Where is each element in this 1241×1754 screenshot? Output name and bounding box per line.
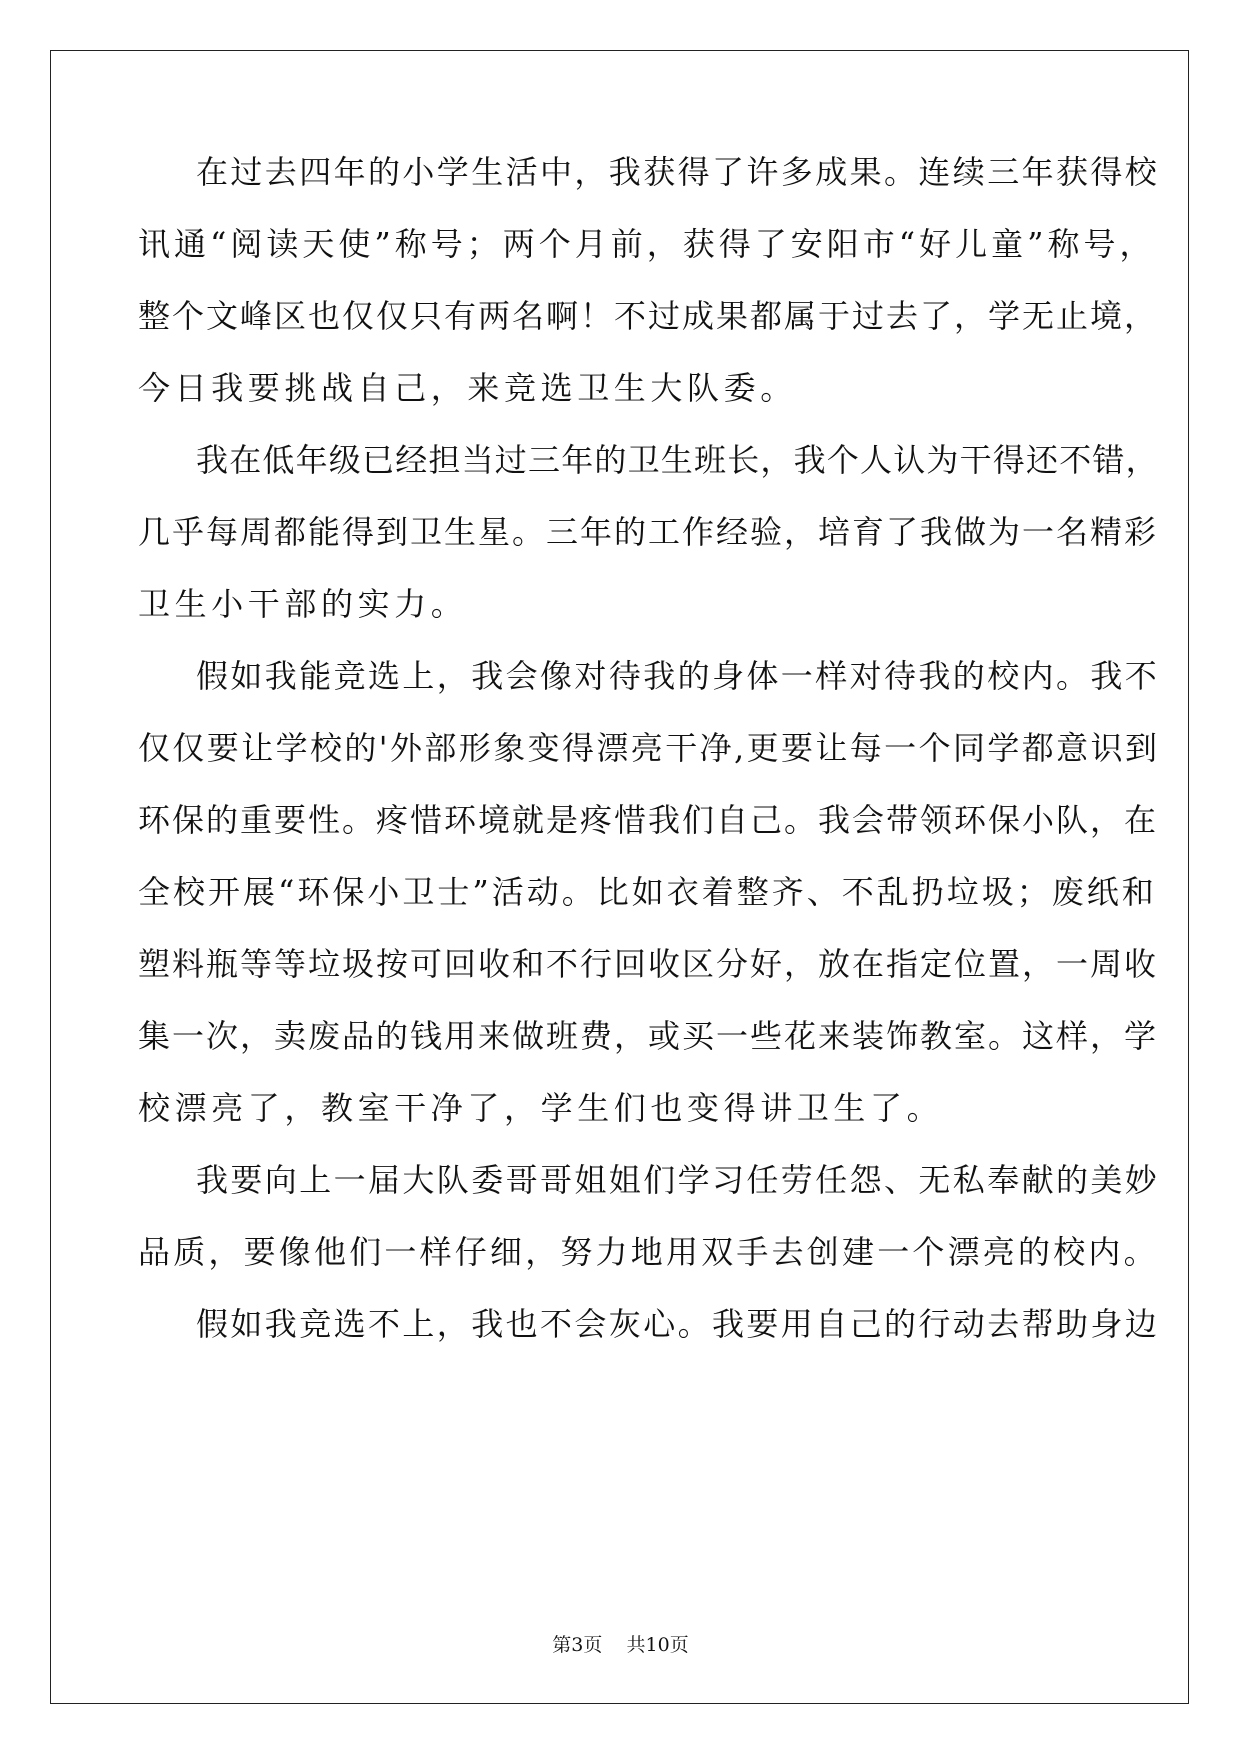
text-line: 集一次，卖废品的钱用来做班费，或买一些花来装饰教室。这样，学 bbox=[138, 1017, 1159, 1055]
page-number: 第3页 共10页 bbox=[552, 1634, 689, 1656]
text-line: 校漂亮了，教室干净了，学生们也变得讲卫生了。 bbox=[138, 1089, 944, 1127]
text-line: 品质，要像他们一样仔细，努力地用双手去创建一个漂亮的校内。 bbox=[138, 1233, 1159, 1271]
text-line: 今日我要挑战自己，来竞选卫生大队委。 bbox=[138, 369, 797, 407]
text-line: 全校开展“环保小卫士”活动。比如衣着整齐、不乱扔垃圾；废纸和 bbox=[138, 873, 1157, 911]
text-line: 环保的重要性。疼惜环境就是疼惜我们自己。我会带领环保小队，在 bbox=[138, 801, 1159, 839]
text-line: 卫生小干部的实力。 bbox=[138, 585, 468, 623]
text-line: 几乎每周都能得到卫生星。三年的工作经验，培育了我做为一名精彩 bbox=[138, 513, 1159, 551]
text-line: 仅仅要让学校的'外部形象变得漂亮干净,更要让每一个同学都意识到 bbox=[138, 729, 1160, 767]
text-line: 塑料瓶等等垃圾按可回收和不行回收区分好，放在指定位置，一周收 bbox=[138, 945, 1159, 983]
text-line: 假如我竞选不上，我也不会灰心。我要用自己的行动去帮助身边 bbox=[196, 1305, 1160, 1343]
text-line: 讯通“阅读天使”称号；两个月前，获得了安阳市“好儿童”称号， bbox=[138, 225, 1156, 263]
text-line: 整个文峰区也仅仅只有两名啊！不过成果都属于过去了，学无止境， bbox=[138, 297, 1159, 335]
text-line: 假如我能竞选上，我会像对待我的身体一样对待我的校内。我不 bbox=[196, 657, 1160, 695]
text-line: 我要向上一届大队委哥哥姐姐们学习任劳任怨、无私奉献的美妙 bbox=[196, 1161, 1160, 1199]
text-line: 在过去四年的小学生活中，我获得了许多成果。连续三年获得校 bbox=[196, 153, 1160, 191]
text-line: 我在低年级已经担当过三年的卫生班长，我个人认为干得还不错， bbox=[196, 441, 1159, 479]
